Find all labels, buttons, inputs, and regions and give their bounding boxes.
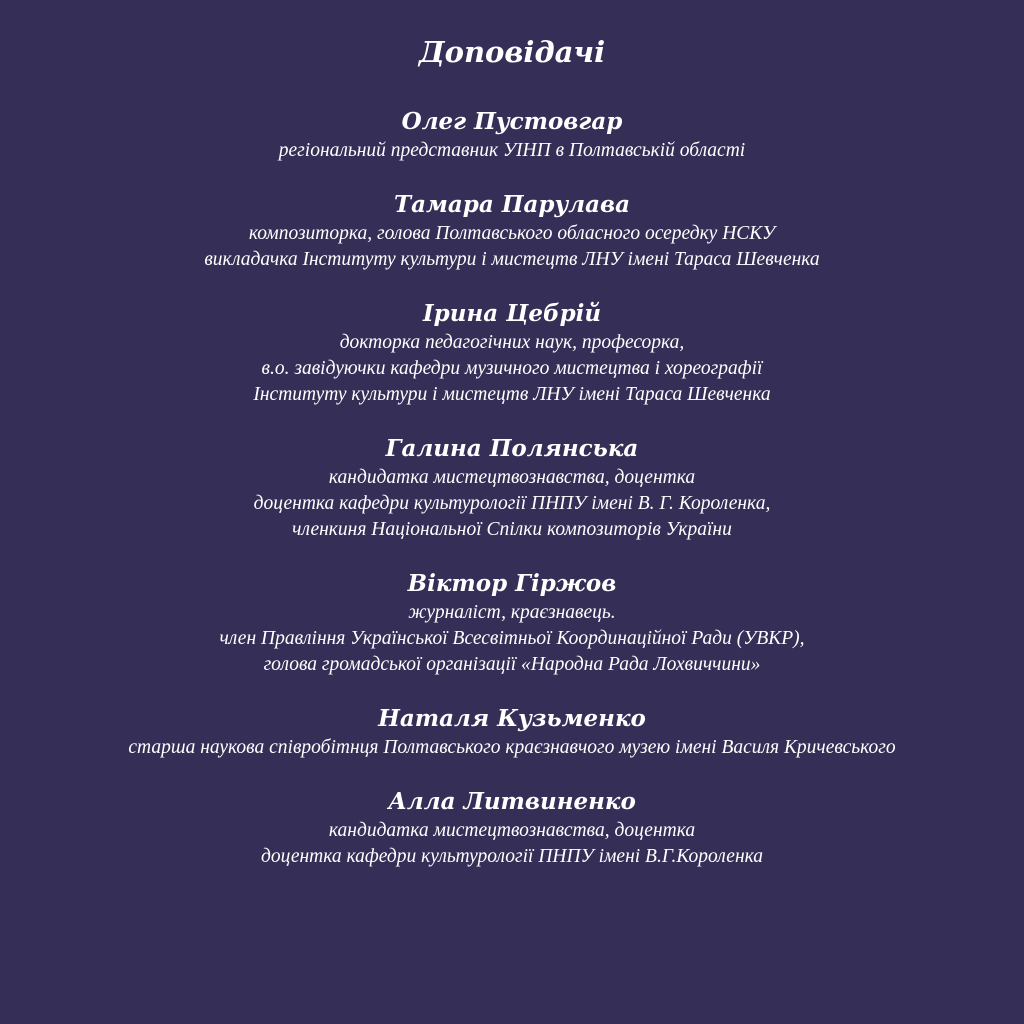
speaker-role-line: членкиня Національної Спілки композиторів України [292, 519, 732, 540]
speaker-role-line: регіональний представник УІНП в Полтавській області [278, 140, 746, 161]
speaker-card [0, 433, 1024, 543]
speaker-role-line: в.о. завідуючки кафедри музичного мистецтва і хореографії [261, 358, 763, 379]
speaker-role-line: журналіст, краєзнавець. [408, 602, 616, 623]
speaker-role-line: доцентка кафедри культурології ПНПУ імені В. Г. Короленка, [253, 493, 771, 514]
speaker-role-line: кандидатка мистецтвознавства, доцентка [328, 467, 696, 488]
speaker-role-line: голова громадської організації «Народна Рада Лохвиччини» [263, 654, 761, 675]
speaker-card [0, 298, 1024, 408]
speaker-role-line: старша наукова співробітнця Полтавського краєзнавчого музею імені Василя Кричевського [128, 737, 896, 758]
speaker-name: Олег Пустовгар [401, 108, 623, 135]
speaker-role-line: кандидатка мистецтвознавства, доцентка [328, 820, 696, 841]
page-title: Доповідачі [418, 35, 606, 69]
speaker-card [0, 703, 1024, 761]
speaker-card [0, 568, 1024, 678]
speaker-role-line: доцентка кафедри культурології ПНПУ імені В.Г.Короленка [260, 846, 764, 867]
speaker-name: Наталя Кузьменко [378, 705, 646, 732]
speaker-card [0, 189, 1024, 273]
speaker-role-line: композиторка, голова Полтавського обласного осередку НСКУ [248, 223, 776, 244]
speaker-role-line: викладачка Інституту культури і мистецтв ЛНУ імені Тараса Шевченка [204, 249, 820, 270]
speaker-role-line: член Правління Української Всесвітньої Координаційної Ради (УВКР), [219, 628, 805, 649]
speaker-name: Галина Полянська [385, 435, 639, 462]
speaker-card [0, 786, 1024, 870]
speaker-role-line: Інституту культури і мистецтв ЛНУ імені Тараса Шевченка [253, 384, 771, 405]
speaker-name: Віктор Гіржов [407, 570, 617, 597]
speaker-name: Ірина Цебрій [422, 300, 602, 327]
speaker-role-line: докторка педагогічних наук, професорка, [339, 332, 685, 353]
speaker-name: Алла Литвиненко [388, 788, 636, 815]
speaker-card [0, 106, 1024, 164]
speaker-name: Тамара Парулава [394, 191, 630, 218]
